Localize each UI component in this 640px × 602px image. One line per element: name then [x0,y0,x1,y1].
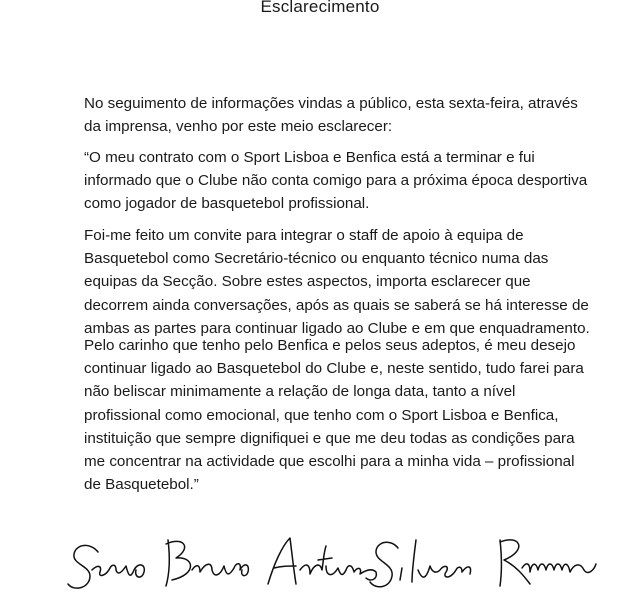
text-line: instituição que sempre dignifiquei e que me deu todas as condições para [84,429,575,447]
text-line: “O meu contrato com o Sport Lisboa e Benfica está a terminar e fui [84,149,535,166]
handwritten-signature [60,500,630,600]
text-line: como jogador de basquetebol profissional. [84,195,370,213]
paragraph-intro [84,92,624,138]
document-title: Esclarecimento [260,0,380,16]
text-line: Foi-me feito um convite para integrar o staff de apoio à equipa de [84,227,524,244]
text-line: Basquetebol como Secretário-técnico ou enquanto técnico numa das [84,250,549,268]
text-line: No seguimento de informações vindas a público, esta sexta-feira, através [84,95,578,112]
text-line: não beliscar minimamente a relação de longa data, tanto a nível [84,383,516,401]
text-line: me concentrar na actividade que escolhi para a minha vida – profissional [84,453,575,471]
text-line: informado que o Clube não conta comigo para a próxima época desportiva [84,172,588,190]
text-line: decorrem ainda conversações, após as quais se saberá se há interesse de [84,296,589,314]
text-line: continuar ligado ao Basquetebol do Clube e, neste sentido, tudo farei para [84,360,584,378]
text-line: profissional como emocional, que tenho com o Sport Lisboa e Benfica, [84,406,559,424]
text-line: de Basquetebol.” [84,476,199,494]
text-line: equipas da Secção. Sobre estes aspectos, importa esclarecer que [84,273,531,291]
text-line: da imprensa, venho por este meio esclarecer: [84,118,393,136]
text-line: ambas as partes para continuar ligado ao Clube e em que enquadramento. [84,319,590,337]
text-line: Pelo carinho que tenho pelo Benfica e pelos seus adeptos, é meu desejo [84,337,576,354]
paragraph-invitation [84,224,624,340]
paragraph-closing [84,334,624,496]
paragraph-contract [84,146,624,216]
